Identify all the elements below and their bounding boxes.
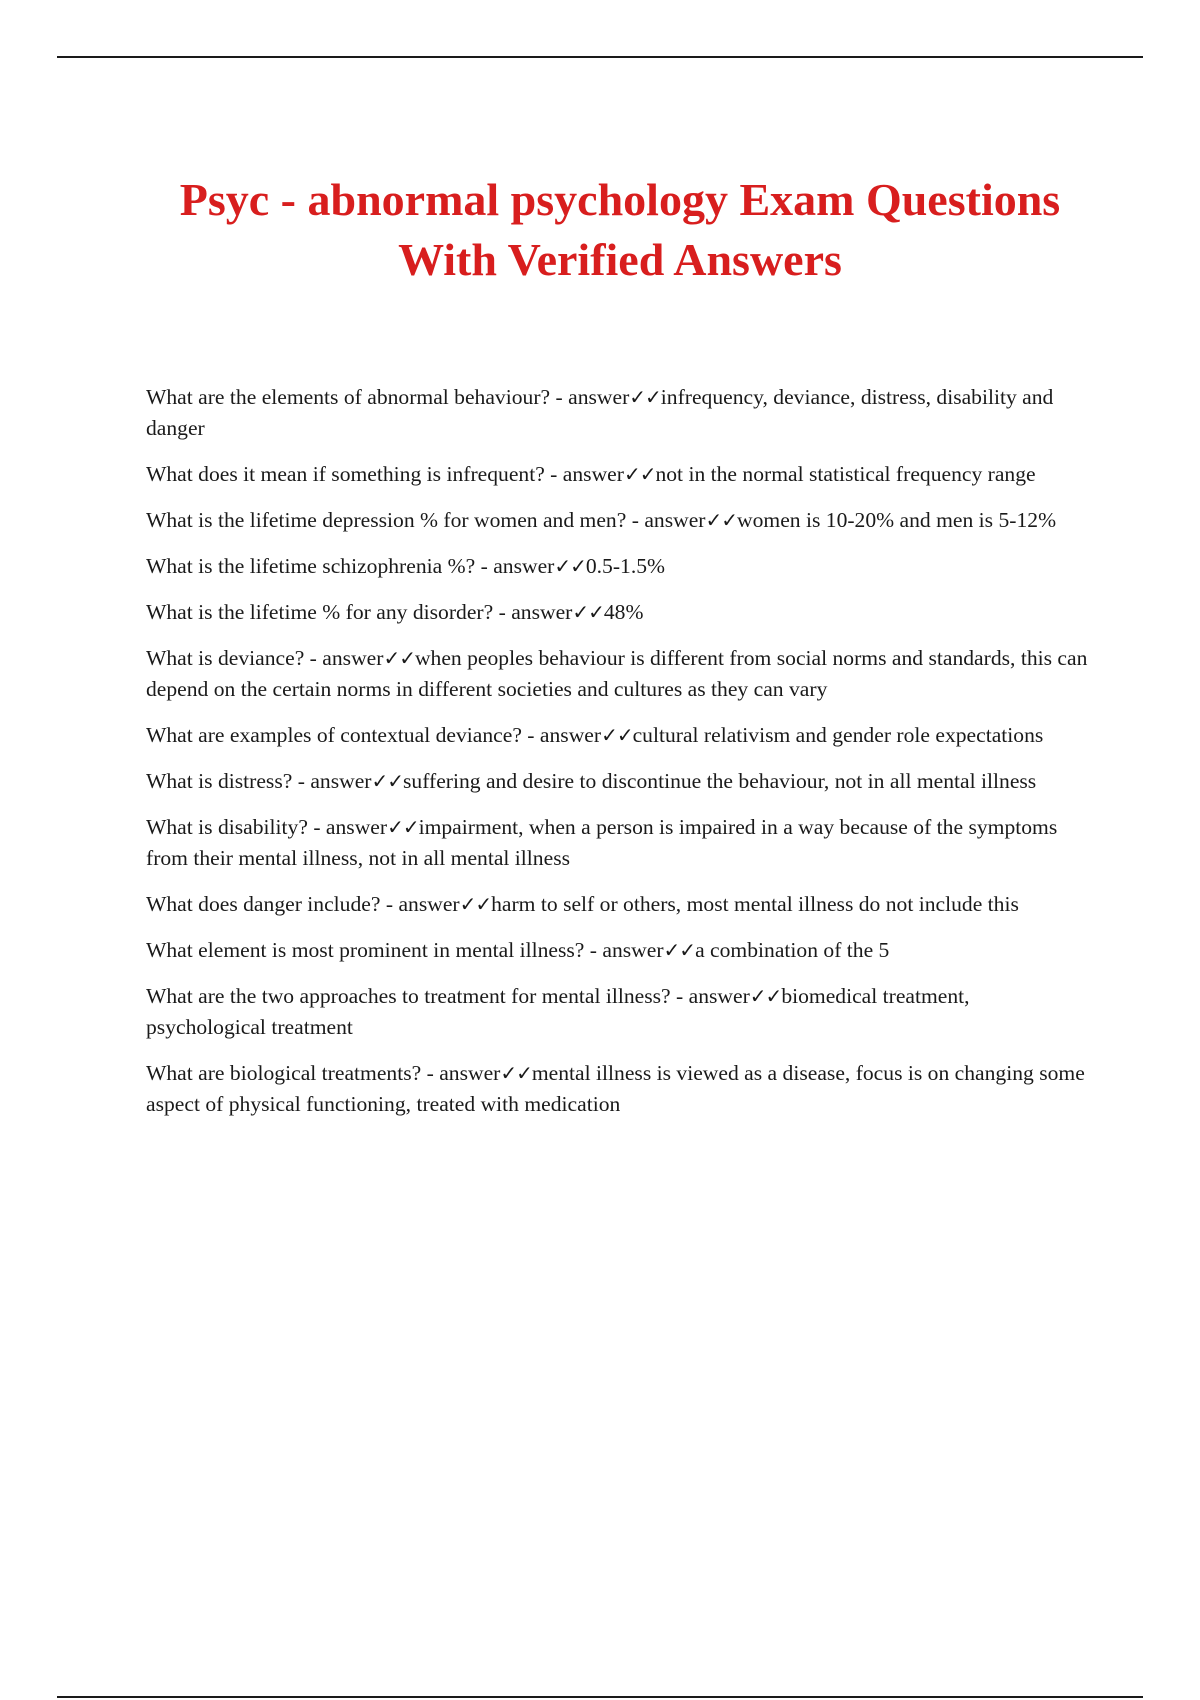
top-rule bbox=[57, 56, 1143, 58]
question: What are the two approaches to treatment for mental illness? bbox=[146, 984, 671, 1008]
question: What element is most prominent in mental illness? bbox=[146, 938, 585, 962]
question: What are examples of contextual deviance? bbox=[146, 723, 522, 747]
qa-item-1 bbox=[146, 382, 1094, 444]
question: What are the elements of abnormal behaviour? bbox=[146, 385, 551, 409]
answer: mental illness is viewed as a disease, focus is on changing some aspect of physical functioning, treated with medication bbox=[146, 1061, 1085, 1116]
answer-label: answer bbox=[310, 769, 372, 793]
qa-item-9 bbox=[146, 812, 1094, 874]
qa-item-3 bbox=[146, 505, 1094, 536]
title-line-1: Psyc - abnormal psychology Exam Questions bbox=[179, 174, 1061, 225]
question: What is disability? bbox=[146, 815, 308, 839]
question: What are biological treatments? bbox=[146, 1061, 422, 1085]
answer-label: answer bbox=[602, 938, 664, 962]
answer-label: answer bbox=[493, 554, 555, 578]
answer: impairment, when a person is impaired in a way because of the symptoms from their mental illness, not in all mental illness bbox=[146, 815, 1058, 870]
title-line-2: With Verified Answers bbox=[398, 234, 842, 285]
answer: cultural relativism and gender role expectations bbox=[632, 723, 1044, 747]
question: What is the lifetime % for any disorder? bbox=[146, 600, 494, 624]
qa-item-13 bbox=[146, 1058, 1094, 1120]
answer: suffering and desire to discontinue the behaviour, not in all mental illness bbox=[403, 769, 1037, 793]
separator: - bbox=[550, 385, 569, 409]
double-check-icon: ✓✓ bbox=[459, 892, 492, 916]
double-check-icon: ✓✓ bbox=[629, 385, 661, 409]
separator: - bbox=[493, 600, 512, 624]
separator: - bbox=[380, 892, 399, 916]
answer: harm to self or others, most mental illness do not include this bbox=[491, 892, 1019, 916]
answer-label: answer bbox=[325, 815, 388, 839]
qa-item-2 bbox=[146, 459, 1094, 490]
qa-item-10 bbox=[146, 889, 1094, 920]
answer: women is 10-20% and men is 5-12% bbox=[737, 508, 1057, 532]
answer: 48% bbox=[603, 600, 644, 624]
question: What is the lifetime depression % for women and men? bbox=[146, 508, 627, 532]
qa-item-8 bbox=[146, 766, 1094, 797]
qa-item-12 bbox=[146, 981, 1094, 1043]
qa-item-7 bbox=[146, 720, 1094, 751]
answer-label: answer bbox=[644, 508, 706, 532]
answer-label: answer bbox=[398, 892, 460, 916]
qa-item-6 bbox=[146, 643, 1094, 705]
question: What is the lifetime schizophrenia %? bbox=[146, 554, 476, 578]
question: What is deviance? bbox=[146, 646, 305, 670]
separator: - bbox=[670, 984, 689, 1008]
answer: a combination of the 5 bbox=[695, 938, 890, 962]
qa-item-11 bbox=[146, 935, 1094, 966]
separator: - bbox=[626, 508, 645, 532]
double-check-icon: ✓✓ bbox=[500, 1061, 532, 1085]
separator: - bbox=[304, 646, 323, 670]
separator: - bbox=[521, 723, 540, 747]
double-check-icon: ✓✓ bbox=[383, 646, 415, 670]
double-check-icon: ✓✓ bbox=[705, 508, 737, 532]
double-check-icon: ✓✓ bbox=[387, 815, 419, 839]
double-check-icon: ✓✓ bbox=[663, 938, 696, 962]
double-check-icon: ✓✓ bbox=[749, 984, 782, 1008]
separator: - bbox=[584, 938, 603, 962]
separator: - bbox=[292, 769, 311, 793]
double-check-icon: ✓✓ bbox=[572, 600, 604, 624]
separator: - bbox=[421, 1061, 440, 1085]
double-check-icon: ✓✓ bbox=[371, 769, 403, 793]
answer-label: answer bbox=[322, 646, 384, 670]
question: What does it mean if something is infrequent? bbox=[146, 462, 545, 486]
qa-item-4 bbox=[146, 551, 1094, 582]
qa-list bbox=[146, 382, 1094, 1135]
answer: when peoples behaviour is different from social norms and standards, this can depend on the certain norms in different societies and cultures as they can vary bbox=[146, 646, 1088, 701]
document-title bbox=[80, 170, 1160, 290]
answer-label: answer bbox=[439, 1061, 501, 1085]
double-check-icon: ✓✓ bbox=[623, 462, 656, 486]
double-check-icon: ✓✓ bbox=[601, 723, 633, 747]
double-check-icon: ✓✓ bbox=[554, 554, 586, 578]
qa-item-5 bbox=[146, 597, 1094, 628]
answer: biomedical treatment, psychological treatment bbox=[146, 984, 970, 1039]
answer-label: answer bbox=[568, 385, 630, 409]
separator: - bbox=[475, 554, 494, 578]
answer-label: answer bbox=[688, 984, 750, 1008]
answer-label: answer bbox=[562, 462, 624, 486]
separator: - bbox=[544, 462, 563, 486]
answer-label: answer bbox=[539, 723, 602, 747]
answer: 0.5-1.5% bbox=[585, 554, 666, 578]
answer-label: answer bbox=[511, 600, 573, 624]
question: What is distress? bbox=[146, 769, 293, 793]
bottom-rule bbox=[57, 1696, 1143, 1698]
separator: - bbox=[307, 815, 326, 839]
question: What does danger include? bbox=[146, 892, 381, 916]
answer: not in the normal statistical frequency range bbox=[655, 462, 1036, 486]
answer: infrequency, deviance, distress, disability and danger bbox=[146, 385, 1054, 440]
